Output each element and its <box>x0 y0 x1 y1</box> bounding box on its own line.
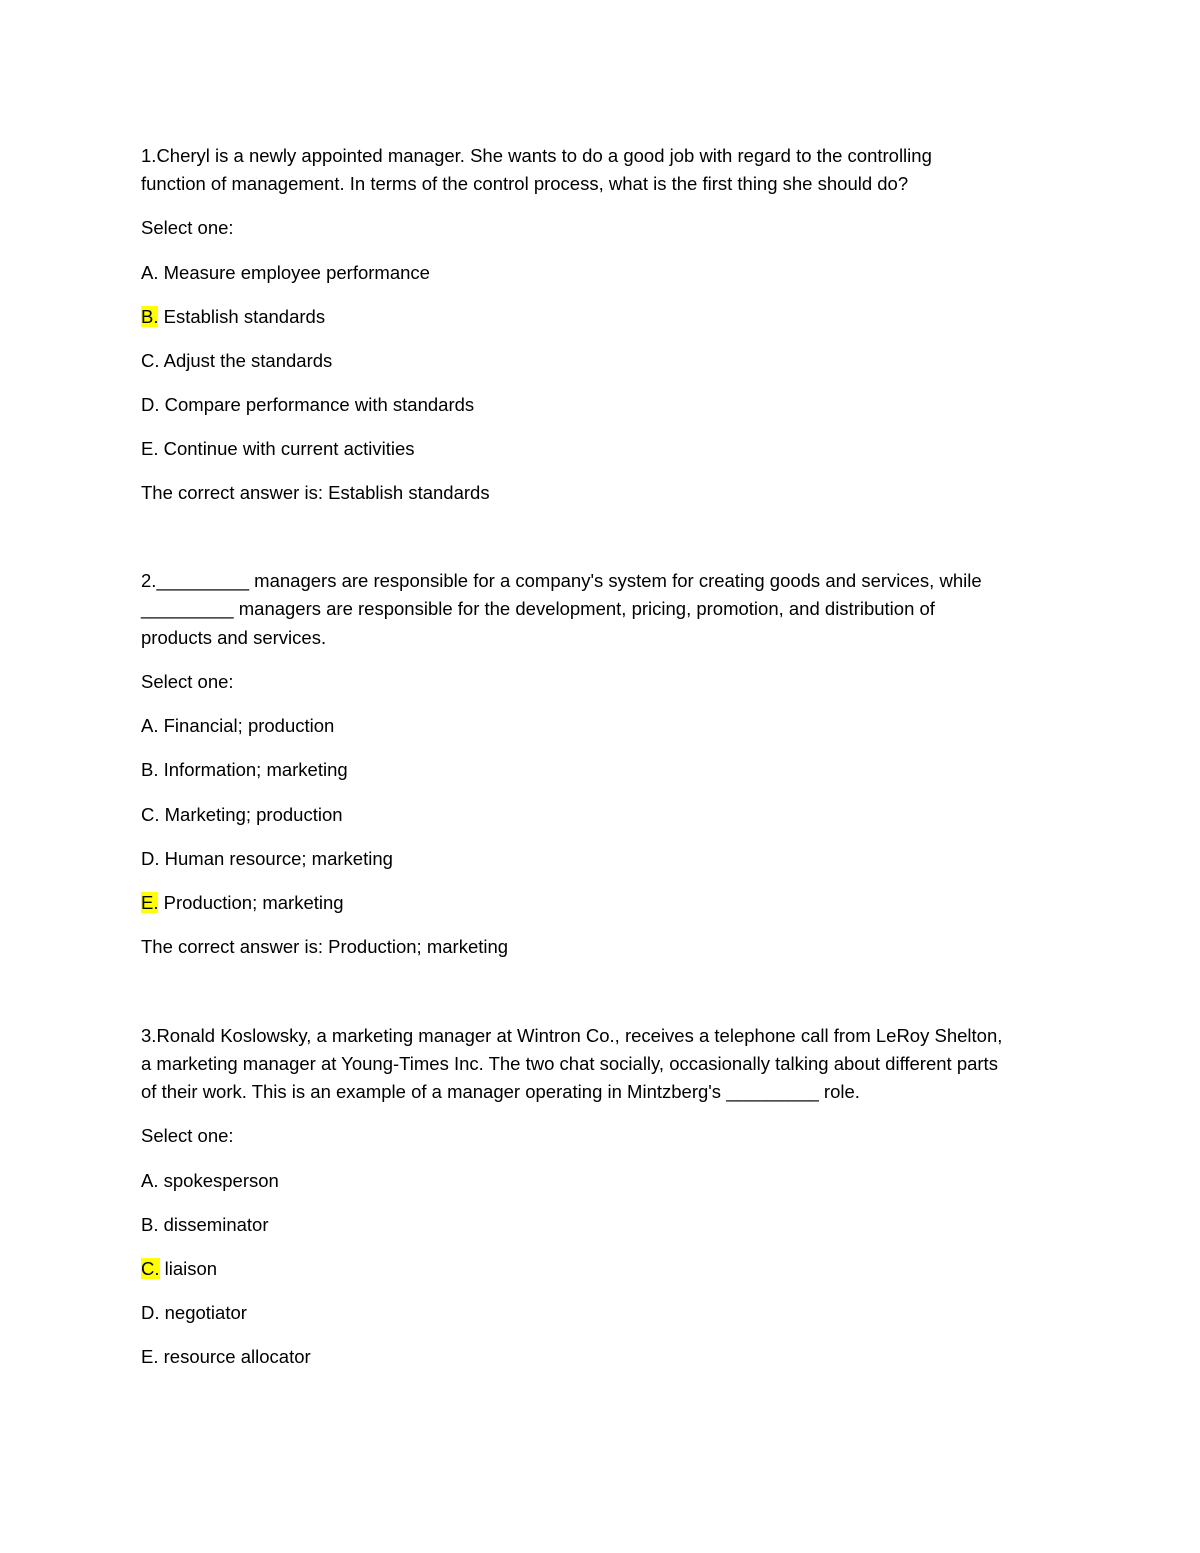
question-1-select-label: Select one: <box>141 217 234 238</box>
question-3-stem-line-3: of their work. This is an example of a manager operating in Mintzberg's _________ role. <box>141 1081 860 1102</box>
option-text: Human resource; marketing <box>159 848 393 869</box>
question-2-option-c <box>141 803 343 827</box>
question-number: 1. <box>141 145 157 166</box>
option-letter: B. <box>141 1214 159 1235</box>
question-2-stem-line-2: _________ managers are responsible for the development, pricing, promotion, and distribution of <box>141 598 935 619</box>
question-2-option-b <box>141 758 348 782</box>
question-2-option-e <box>141 891 344 915</box>
question-2-select-label: Select one: <box>141 671 234 692</box>
question-1-correct-answer: The correct answer is: Establish standards <box>141 482 490 503</box>
option-text: Information; marketing <box>158 759 348 780</box>
option-text: resource allocator <box>158 1346 311 1367</box>
option-letter: D. <box>141 1302 160 1323</box>
question-2-stem-line-1: 2._________ managers are responsible for a company's system for creating goods and services, while <box>141 570 982 591</box>
question-2-stem-line-3: products and services. <box>141 627 327 648</box>
option-letter: E. <box>141 1346 159 1367</box>
option-letter: C. <box>141 804 160 825</box>
option-text: liaison <box>159 1258 218 1279</box>
option-letter: D. <box>141 394 160 415</box>
option-letter: A. <box>141 1170 159 1191</box>
question-number: 3. <box>141 1025 157 1046</box>
option-letter: C. <box>141 350 160 371</box>
option-text: spokesperson <box>158 1170 279 1191</box>
option-text: Measure employee performance <box>158 262 430 283</box>
question-2-correct-answer: The correct answer is: Production; marketing <box>141 936 509 957</box>
option-text: Continue with current activities <box>158 438 415 459</box>
option-text: Financial; production <box>158 715 335 736</box>
option-letter: A. <box>141 715 159 736</box>
question-3-option-b <box>141 1213 269 1237</box>
question-1-option-b <box>141 305 325 329</box>
option-letter-highlighted: C. <box>141 1258 160 1279</box>
question-3-option-d <box>141 1301 247 1325</box>
option-text: Adjust the standards <box>159 350 333 371</box>
question-3-stem-line-2: a marketing manager at Young-Times Inc. The two chat socially, occasionally talking about different parts <box>141 1053 998 1074</box>
question-1-option-a <box>141 261 430 285</box>
question-number: 2. <box>141 570 157 591</box>
option-text: negotiator <box>159 1302 247 1323</box>
option-letter: E. <box>141 438 159 459</box>
option-text: disseminator <box>158 1214 269 1235</box>
option-text: Compare performance with standards <box>159 394 475 415</box>
question-3-option-e <box>141 1345 311 1369</box>
question-3-option-c <box>141 1257 217 1281</box>
question-3-option-a <box>141 1169 279 1193</box>
question-1-option-c <box>141 349 332 373</box>
option-text: Marketing; production <box>159 804 343 825</box>
question-1-option-e <box>141 437 415 461</box>
question-3-stem-line-1: 3.Ronald Koslowsky, a marketing manager at Wintron Co., receives a telephone call from LeRoy Shelton, <box>141 1025 1003 1046</box>
option-text: Production; marketing <box>158 892 344 913</box>
question-2-option-d <box>141 847 393 871</box>
option-letter: D. <box>141 848 160 869</box>
option-letter: B. <box>141 759 159 780</box>
question-1-stem-line-2: function of management. In terms of the control process, what is the first thing she should do? <box>141 173 909 194</box>
question-2-option-a <box>141 714 334 738</box>
option-letter-highlighted: E. <box>141 892 159 913</box>
option-letter: A. <box>141 262 159 283</box>
question-1-option-d <box>141 393 474 417</box>
question-3-select-label: Select one: <box>141 1125 234 1146</box>
option-text: Establish standards <box>158 306 326 327</box>
option-letter-highlighted: B. <box>141 306 159 327</box>
question-1-stem-line-1: 1.Cheryl is a newly appointed manager. She wants to do a good job with regard to the controlling <box>141 145 932 166</box>
